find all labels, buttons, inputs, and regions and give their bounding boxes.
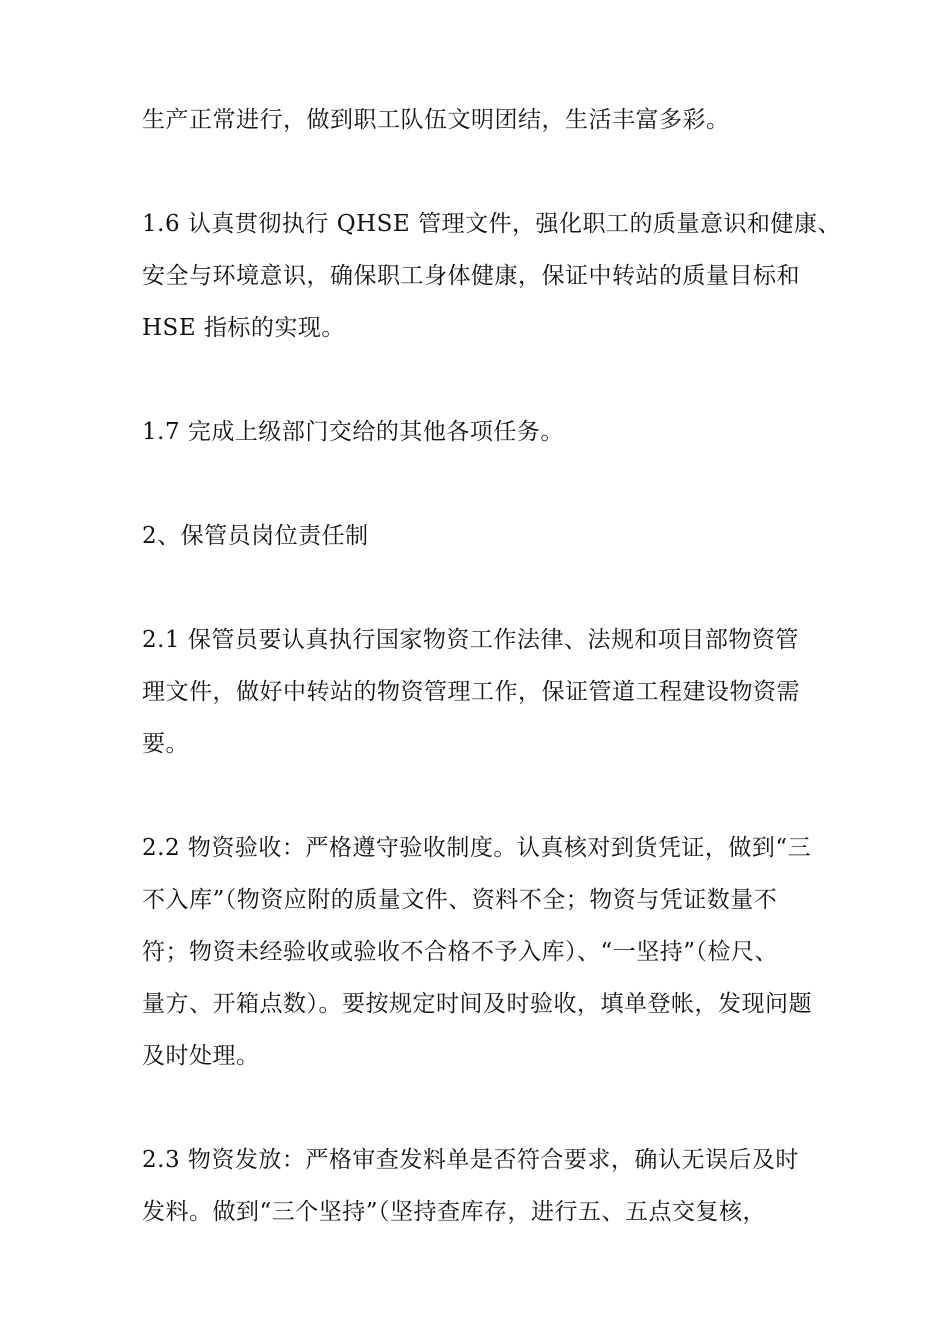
- paragraph-1-6: [142, 198, 841, 354]
- text-line: 1.7 完成上级部门交给的其他各项任务。: [142, 419, 564, 445]
- section-heading-2: [142, 510, 810, 562]
- text-line: 量方、开箱点数）。要按规定时间及时验收，填单登帐，发现问题: [142, 991, 812, 1017]
- text-line: HSE 指标的实现。: [142, 315, 345, 341]
- text-line: 及时处理。: [142, 1043, 260, 1069]
- text-line: 发料。做到“三个坚持”（坚持查库存，进行五、五点交复核，: [142, 1199, 767, 1225]
- text-line: 安全与环境意识，确保职工身体健康，保证中转站的质量目标和: [142, 263, 800, 289]
- text-line: 1.6 认真贯彻执行 QHSE 管理文件，强化职工的质量意识和健康、: [142, 211, 841, 237]
- text-line: 2.2 物资验收：严格遵守验收制度。认真核对到货凭证，做到“三: [142, 835, 812, 861]
- paragraph-2-2: [142, 822, 810, 1082]
- text-line: 2.1 保管员要认真执行国家物资工作法律、法规和项目部物资管: [142, 627, 799, 653]
- text-line: 生产正常进行，做到职工队伍文明团结，生活丰富多彩。: [142, 107, 730, 133]
- paragraph-intro-continuation: [142, 94, 810, 146]
- text-line: 2、保管员岗位责任制: [142, 523, 369, 549]
- document-page: [142, 94, 841, 1290]
- paragraph-2-3: [142, 1134, 810, 1238]
- text-line: 要。: [142, 731, 189, 757]
- text-line: 2.3 物资发放：严格审查发料单是否符合要求，确认无误后及时: [142, 1147, 799, 1173]
- text-line: 符；物资未经验收或验收不合格不予入库）、“一坚持”（检尺、: [142, 939, 779, 965]
- paragraph-2-1: [142, 614, 810, 770]
- paragraph-1-7: [142, 406, 810, 458]
- text-line: 不入库”（物资应附的质量文件、资料不全；物资与凭证数量不: [142, 887, 778, 913]
- text-line: 理文件，做好中转站的物资管理工作，保证管道工程建设物资需: [142, 679, 800, 705]
